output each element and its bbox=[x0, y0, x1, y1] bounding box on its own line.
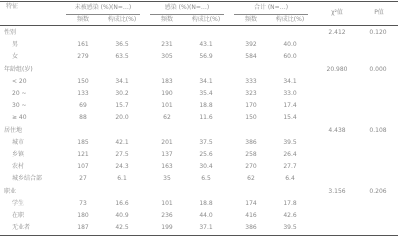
table-cell: 258 bbox=[245, 151, 257, 158]
table-cell: 37.5 bbox=[199, 138, 213, 146]
p-value: 0.120 bbox=[369, 29, 387, 36]
table-cell: 40.0 bbox=[283, 41, 297, 49]
table-cell: 137 bbox=[161, 151, 173, 158]
table-cell: 185 bbox=[77, 138, 89, 146]
table-cell: 30.4 bbox=[199, 163, 213, 171]
table-cell: 37.1 bbox=[199, 224, 213, 232]
row-sublabel: 女 bbox=[12, 53, 19, 61]
p-value: 0.000 bbox=[369, 65, 387, 73]
table-cell: 16.6 bbox=[115, 199, 129, 207]
table-cell: 305 bbox=[161, 53, 173, 61]
table-cell: 236 bbox=[161, 212, 173, 219]
table-cell: 42.1 bbox=[115, 138, 129, 146]
table-cell: 63.5 bbox=[115, 53, 129, 61]
row-category-label: 年龄组(岁) bbox=[4, 65, 33, 73]
table-cell: 107 bbox=[77, 163, 89, 171]
table-cell: 18.8 bbox=[199, 102, 213, 110]
table-cell: 170 bbox=[245, 102, 257, 110]
table-cell: 88 bbox=[79, 114, 87, 122]
table-cell: 279 bbox=[77, 53, 89, 61]
table-cell: 34.1 bbox=[283, 77, 297, 85]
table-cell: 231 bbox=[161, 41, 173, 49]
row-sublabel: 无业者 bbox=[12, 224, 31, 232]
table-cell: 43.1 bbox=[199, 41, 213, 49]
table-cell: 201 bbox=[161, 138, 173, 146]
table-cell: 17.8 bbox=[283, 199, 297, 207]
row-category-label: 性别 bbox=[4, 29, 17, 36]
table-cell: 15.4 bbox=[283, 114, 297, 122]
table-cell: 416 bbox=[245, 212, 257, 219]
row-sublabel: 城乡结合部 bbox=[12, 175, 43, 183]
table-cell: 101 bbox=[161, 102, 173, 110]
group-header-uninfected: 未被感染 (%)(N=…) bbox=[74, 4, 132, 11]
table-cell: 42.6 bbox=[283, 212, 297, 219]
table-cell: 101 bbox=[161, 199, 173, 207]
table-cell: 6.5 bbox=[201, 175, 211, 183]
table-cell: 56.9 bbox=[199, 53, 213, 61]
table-cell: 60.0 bbox=[283, 53, 297, 61]
row-sublabel: 在职 bbox=[12, 212, 25, 219]
table-cell: 133 bbox=[77, 90, 89, 97]
table-cell: 17.4 bbox=[283, 102, 297, 110]
table-cell: 187 bbox=[77, 224, 89, 232]
p-value: 0.108 bbox=[369, 126, 387, 134]
table-cell: 73 bbox=[79, 199, 87, 207]
row-category-label: 居住地 bbox=[4, 126, 23, 134]
table-cell: 190 bbox=[161, 90, 173, 97]
top-rule bbox=[0, 1, 398, 2]
row-sublabel: < 20 bbox=[12, 77, 27, 85]
table-cell: 161 bbox=[77, 41, 89, 49]
table-cell: 44.0 bbox=[199, 212, 213, 219]
row-sublabel: 学生 bbox=[12, 199, 25, 207]
table-cell: 584 bbox=[245, 53, 257, 61]
p-value: 0.206 bbox=[369, 187, 387, 195]
table-cell: 39.5 bbox=[283, 224, 297, 232]
sub-header-count-3: 频数 bbox=[244, 16, 257, 23]
table-cell: 121 bbox=[77, 151, 89, 158]
table-cell: 150 bbox=[245, 114, 257, 122]
table-cell: 174 bbox=[245, 199, 257, 207]
table-cell: 392 bbox=[245, 41, 257, 49]
sub-header-pct-2: 构成比(%) bbox=[191, 16, 221, 23]
chi-square-header: χ²值 bbox=[331, 9, 343, 16]
row-sublabel: 30 ~ bbox=[12, 102, 27, 110]
chi-square-value: 20.980 bbox=[326, 65, 348, 73]
table-cell: 333 bbox=[245, 77, 257, 85]
group-underline-3 bbox=[234, 14, 308, 15]
table-cell: 34.1 bbox=[199, 77, 213, 85]
table-cell: 42.5 bbox=[115, 224, 129, 232]
table-cell: 183 bbox=[161, 77, 173, 85]
header-feature: 特征 bbox=[6, 3, 19, 10]
sub-header-pct-1: 构成比(%) bbox=[107, 16, 137, 23]
table-cell: 180 bbox=[77, 212, 89, 219]
table-cell: 69 bbox=[79, 102, 87, 110]
chi-square-value: 3.156 bbox=[328, 187, 346, 195]
table-cell: 150 bbox=[77, 77, 89, 85]
bottom-rule bbox=[0, 235, 398, 236]
group-header-total: 合计 (N=…) bbox=[253, 4, 289, 11]
table-cell: 15.7 bbox=[115, 102, 129, 110]
table-cell: 40.9 bbox=[115, 212, 129, 219]
group-underline-2 bbox=[150, 14, 224, 15]
group-header-infected: 感染 (%)(N=…) bbox=[164, 4, 210, 11]
table-cell: 386 bbox=[245, 138, 257, 146]
table-cell: 323 bbox=[245, 90, 257, 97]
p-value-header: P值 bbox=[374, 9, 384, 16]
table-cell: 27.5 bbox=[115, 151, 129, 158]
row-sublabel: 20 ~ bbox=[12, 90, 27, 97]
chi-square-value: 4.438 bbox=[328, 126, 346, 134]
table-cell: 24.3 bbox=[115, 163, 129, 171]
row-sublabel: 农村 bbox=[12, 163, 25, 171]
table-cell: 34.1 bbox=[115, 77, 129, 85]
table-cell: 6.1 bbox=[117, 175, 127, 183]
table-cell: 25.6 bbox=[199, 151, 213, 158]
table-cell: 62 bbox=[247, 175, 255, 183]
row-sublabel: 城市 bbox=[12, 138, 25, 146]
row-sublabel: 乡镇 bbox=[12, 151, 25, 158]
table-cell: 35.4 bbox=[199, 90, 213, 97]
header-bottom-rule bbox=[0, 25, 398, 26]
sub-header-pct-3: 构成比(%) bbox=[275, 16, 305, 23]
table-cell: 18.8 bbox=[199, 199, 213, 207]
chi-square-value: 2.412 bbox=[328, 29, 346, 36]
table-cell: 27 bbox=[79, 175, 87, 183]
row-sublabel: ≥ 40 bbox=[12, 114, 27, 122]
table-cell: 36.5 bbox=[115, 41, 129, 49]
table-cell: 199 bbox=[161, 224, 173, 232]
row-sublabel: 男 bbox=[12, 41, 19, 49]
table-cell: 20.0 bbox=[115, 114, 129, 122]
table-cell: 163 bbox=[161, 163, 173, 171]
row-category-label: 职业 bbox=[4, 187, 17, 195]
table-cell: 386 bbox=[245, 224, 257, 232]
table-cell: 27.7 bbox=[283, 163, 297, 171]
table-cell: 35 bbox=[163, 175, 171, 183]
group-underline-1 bbox=[66, 14, 140, 15]
table-cell: 6.4 bbox=[285, 175, 295, 183]
table-cell: 26.4 bbox=[283, 151, 297, 158]
table-cell: 33.0 bbox=[283, 90, 297, 97]
sub-header-count-1: 频数 bbox=[76, 16, 89, 23]
table-cell: 270 bbox=[245, 163, 257, 171]
table-cell: 39.5 bbox=[283, 138, 297, 146]
table-cell: 11.6 bbox=[199, 114, 213, 122]
sub-header-count-2: 频数 bbox=[160, 16, 173, 23]
table-cell: 62 bbox=[163, 114, 171, 122]
table-cell: 30.2 bbox=[115, 90, 129, 97]
